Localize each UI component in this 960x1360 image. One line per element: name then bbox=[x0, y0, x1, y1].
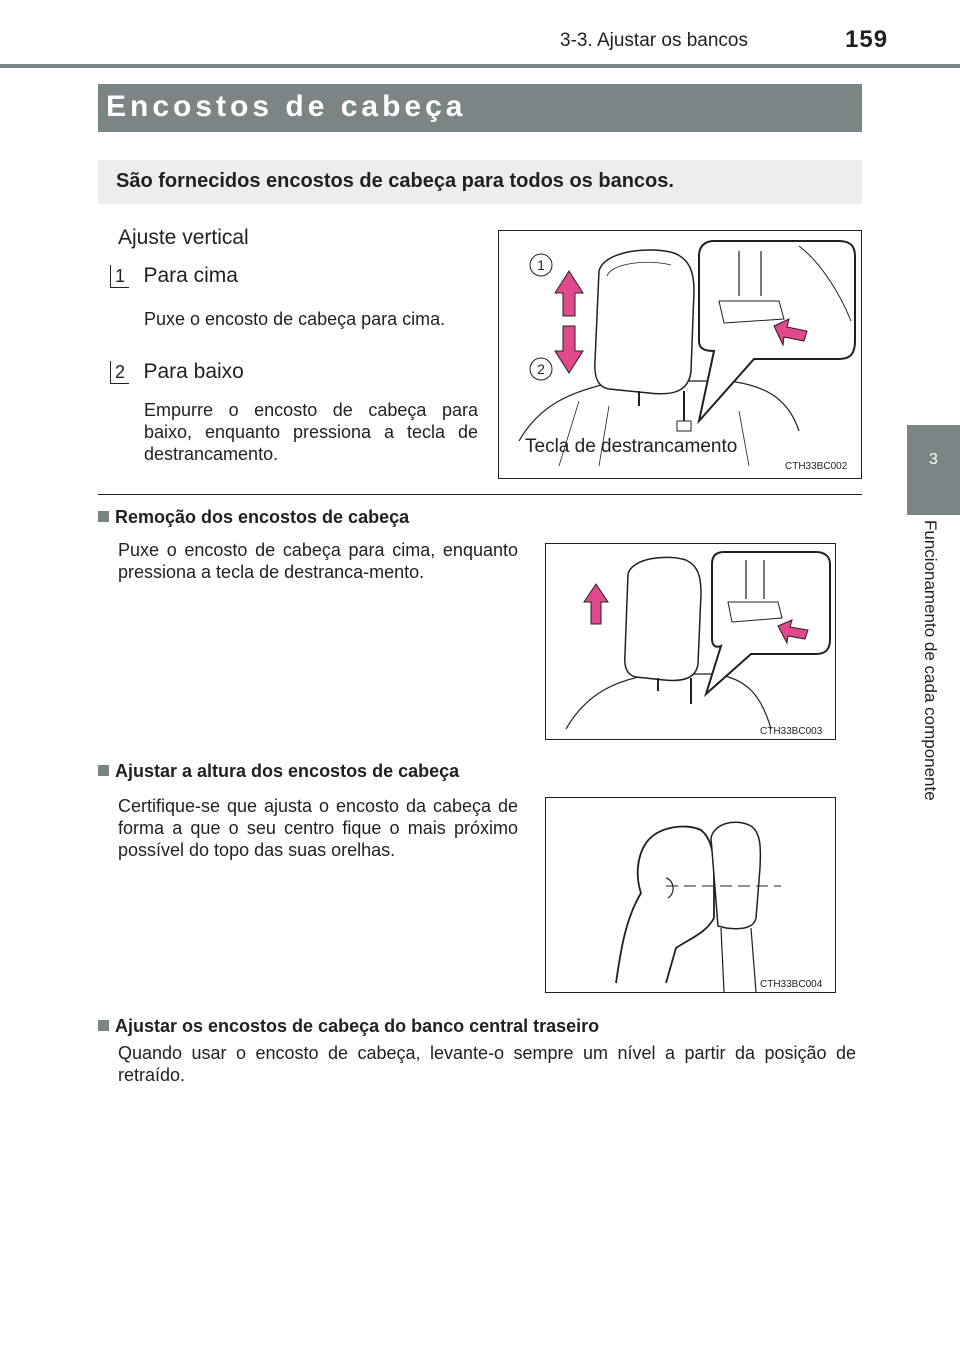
figure-code: CTH33BC004 bbox=[760, 979, 823, 990]
square-bullet-icon bbox=[98, 511, 109, 522]
step-label: Para cima bbox=[143, 264, 238, 287]
intro-text: São fornecidos encostos de cabeça para todos os bancos. bbox=[116, 170, 674, 192]
callout-2: 2 bbox=[537, 361, 545, 377]
chapter-title: Funcionamento de cada componente bbox=[921, 520, 940, 801]
page-number: 159 bbox=[845, 26, 889, 53]
figure-vertical-adjust bbox=[498, 230, 862, 479]
step-1-text: Puxe o encosto de cabeça para cima. bbox=[144, 309, 446, 329]
step-1 bbox=[110, 264, 238, 288]
intro-box bbox=[98, 160, 862, 204]
section-heading-text: Remoção dos encostos de cabeça bbox=[115, 507, 410, 527]
callout-1: 1 bbox=[537, 257, 545, 273]
section-heading-text: Ajustar a altura dos encostos de cabeça bbox=[115, 761, 460, 781]
page-title-bar bbox=[98, 84, 862, 132]
head-position-illustration bbox=[546, 798, 835, 992]
unlock-key-label: Tecla de destrancamento bbox=[525, 436, 738, 457]
section-heading-rear-center bbox=[98, 1016, 599, 1037]
figure-code: CTH33BC002 bbox=[785, 461, 848, 472]
section-breadcrumb: 3-3. Ajustar os bancos bbox=[560, 30, 748, 51]
figure-height bbox=[545, 797, 836, 993]
section-heading-text: Ajustar os encostos de cabeça do banco central traseiro bbox=[115, 1016, 600, 1036]
headrest-removal-illustration bbox=[546, 544, 835, 739]
chapter-number: 3 bbox=[929, 451, 938, 468]
step-2 bbox=[110, 360, 244, 384]
square-bullet-icon bbox=[98, 1020, 109, 1031]
header-rule bbox=[0, 64, 960, 68]
step-label: Para baixo bbox=[143, 360, 244, 383]
chapter-tab bbox=[907, 425, 960, 515]
step-number: 1 bbox=[110, 265, 129, 288]
section-removal-text: Puxe o encosto de cabeça para cima, enquanto pressiona a tecla de destranca-mento. bbox=[118, 540, 518, 582]
page-title: Encostos de cabeça bbox=[106, 90, 467, 123]
step-number: 2 bbox=[110, 361, 129, 384]
figure-code: CTH33BC003 bbox=[760, 726, 823, 737]
section-rear-center-text: Quando usar o encosto de cabeça, levante-o sempre um nível a partir da posição de retraído. bbox=[118, 1043, 856, 1085]
vertical-adjust-heading: Ajuste vertical bbox=[118, 226, 249, 249]
chapter-title-vertical bbox=[922, 520, 942, 860]
section-heading-height bbox=[98, 761, 459, 782]
section-height-text: Certifique-se que ajusta o encosto da cabeça de forma a que o seu centro fique o mais próximo possível do topo das suas orelhas. bbox=[118, 796, 518, 860]
section-separator bbox=[98, 494, 862, 495]
square-bullet-icon bbox=[98, 765, 109, 776]
step-2-text: Empurre o encosto de cabeça para baixo, enquanto pressiona a tecla de destrancamento. bbox=[144, 400, 478, 464]
figure-removal bbox=[545, 543, 836, 740]
section-heading-removal bbox=[98, 507, 409, 528]
